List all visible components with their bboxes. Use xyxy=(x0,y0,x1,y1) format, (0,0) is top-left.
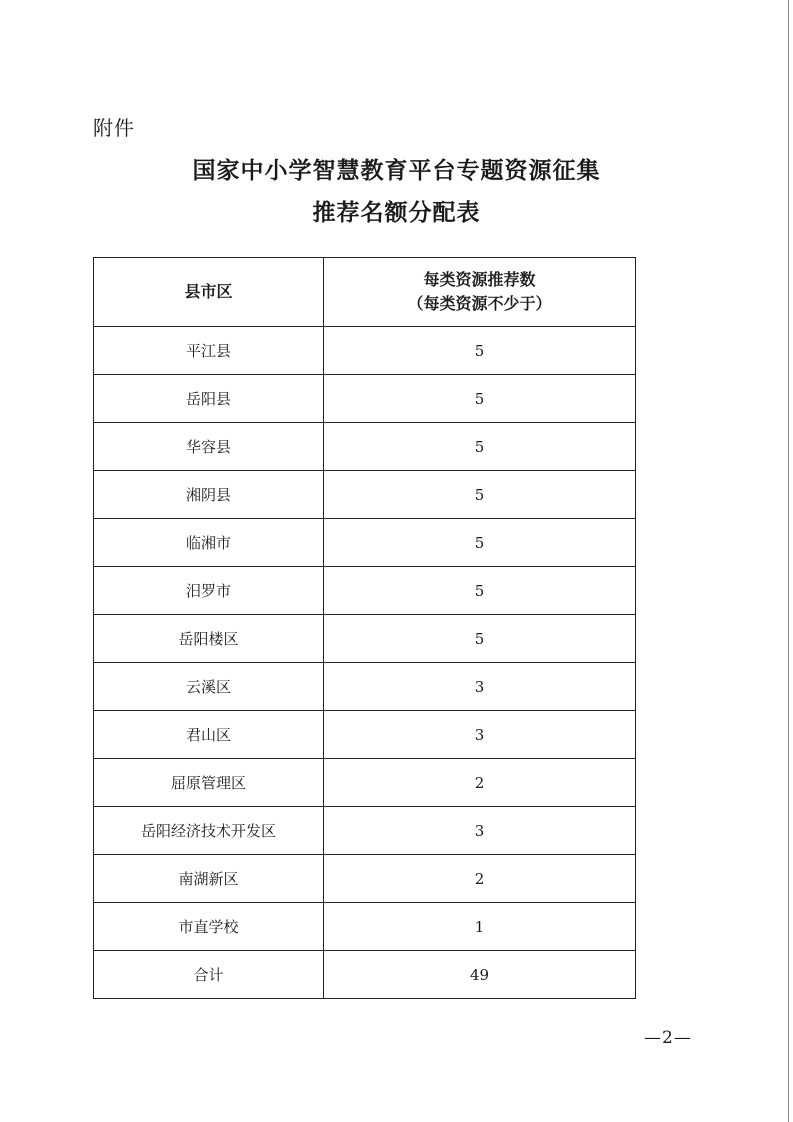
table-header-row xyxy=(94,258,636,327)
district-cell: 湘阴县 xyxy=(94,471,324,519)
table-row xyxy=(94,759,636,807)
district-cell: 市直学校 xyxy=(94,903,324,951)
quota-allocation-table xyxy=(93,257,636,999)
table-row xyxy=(94,711,636,759)
table-row xyxy=(94,567,636,615)
district-cell: 华容县 xyxy=(94,423,324,471)
count-cell: 5 xyxy=(324,567,636,615)
count-cell: 3 xyxy=(324,807,636,855)
district-cell: 汨罗市 xyxy=(94,567,324,615)
header-recommend-count xyxy=(324,258,636,327)
count-cell: 5 xyxy=(324,471,636,519)
district-cell: 屈原管理区 xyxy=(94,759,324,807)
header-recommend-count-line2: （每类资源不少于） xyxy=(407,294,552,313)
district-cell: 岳阳楼区 xyxy=(94,615,324,663)
district-cell: 岳阳县 xyxy=(94,375,324,423)
table-row xyxy=(94,471,636,519)
table-row xyxy=(94,615,636,663)
attachment-label: 附件 xyxy=(93,116,135,140)
table-row xyxy=(94,519,636,567)
total-label-cell: 合计 xyxy=(94,951,324,999)
total-row xyxy=(94,951,636,999)
count-cell: 5 xyxy=(324,615,636,663)
page-number: —2— xyxy=(644,1028,692,1048)
count-cell: 3 xyxy=(324,663,636,711)
table-row xyxy=(94,375,636,423)
table-row xyxy=(94,807,636,855)
table-row xyxy=(94,327,636,375)
district-cell: 临湘市 xyxy=(94,519,324,567)
header-recommend-count-line1: 每类资源推荐数 xyxy=(423,270,536,289)
count-cell: 5 xyxy=(324,423,636,471)
district-cell: 君山区 xyxy=(94,711,324,759)
district-cell: 平江县 xyxy=(94,327,324,375)
table-row xyxy=(94,423,636,471)
count-cell: 2 xyxy=(324,855,636,903)
table-row xyxy=(94,663,636,711)
district-cell: 岳阳经济技术开发区 xyxy=(94,807,324,855)
count-cell: 2 xyxy=(324,759,636,807)
document-title-line-1: 国家中小学智慧教育平台专题资源征集 xyxy=(192,157,601,184)
count-cell: 5 xyxy=(324,375,636,423)
count-cell: 1 xyxy=(324,903,636,951)
count-cell: 3 xyxy=(324,711,636,759)
header-district: 县市区 xyxy=(94,258,324,327)
count-cell: 5 xyxy=(324,327,636,375)
total-count-cell: 49 xyxy=(324,951,636,999)
district-cell: 南湖新区 xyxy=(94,855,324,903)
table-row xyxy=(94,855,636,903)
count-cell: 5 xyxy=(324,519,636,567)
district-cell: 云溪区 xyxy=(94,663,324,711)
table-row xyxy=(94,903,636,951)
document-title-line-2: 推荐名额分配表 xyxy=(312,199,481,226)
